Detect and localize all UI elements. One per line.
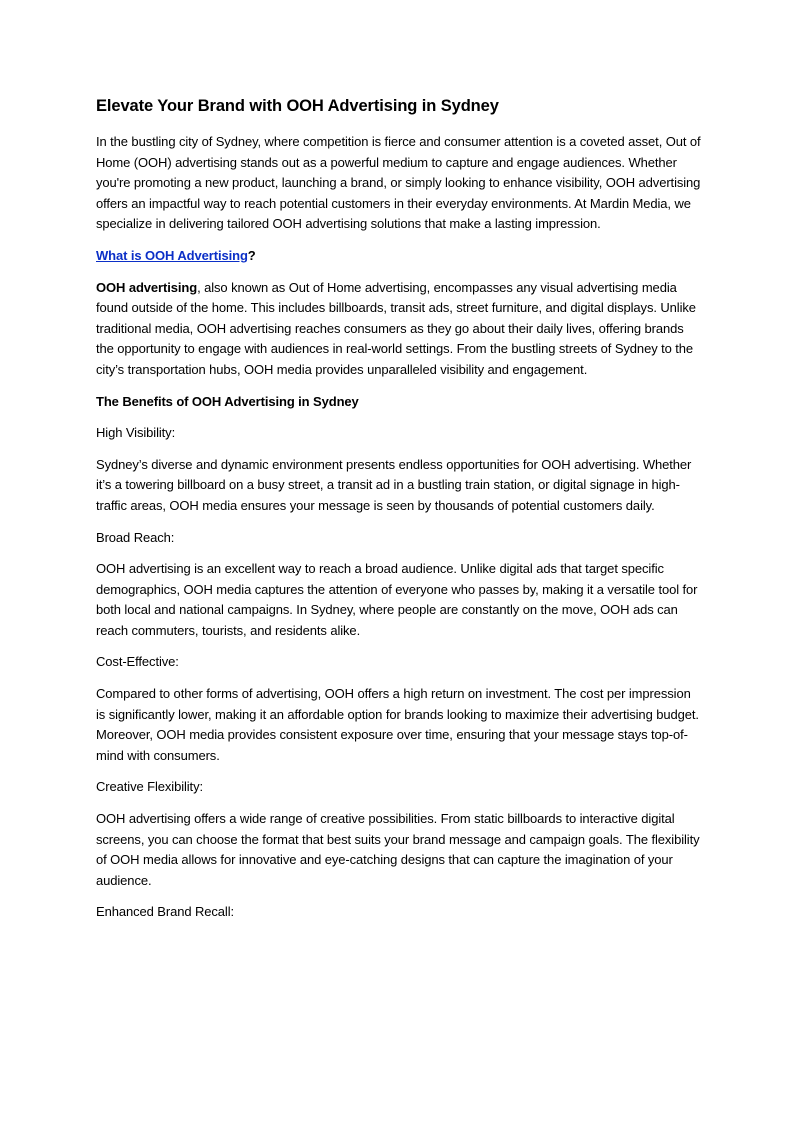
definition-lead: OOH advertising: [96, 279, 198, 295]
benefit-text: OOH advertising offers a wide range of creative possibilities. From static billboards to interactive digital screens, you can choose the format that best suits your brand message and campaign goals. The flexibility of OOH media allows for innovative and eye-catching designs that can capture the imagination of your audience.: [96, 811, 700, 888]
benefit-text: Compared to other forms of advertising, OOH offers a high return on investment. The cost per impression is significantly lower, making it an affordable option for brands looking to maximize their advertising budget. Moreover, OOH media provides consistent exposure over time, ensuring that your message stays top-of-mind with consumers.: [96, 686, 699, 763]
benefit-label: High Visibility:: [96, 425, 176, 441]
document-page: [96, 94, 702, 934]
page-title: Elevate Your Brand with OOH Advertising in Sydney: [96, 97, 499, 115]
what-is-heading: [96, 246, 702, 267]
what-is-ooh-link[interactable]: What is OOH Advertising: [96, 247, 248, 263]
benefits-heading: The Benefits of OOH Advertising in Sydney: [96, 393, 359, 409]
benefit-label: Creative Flexibility:: [96, 779, 203, 795]
benefit-text: Sydney’s diverse and dynamic environment presents endless opportunities for OOH advertising. Whether it’s a towering billboard on a busy street, a transit ad in a bustling train station, or digital signage in high-traffic areas, OOH media ensures your message is seen by thousands of potential customers daily.: [96, 456, 692, 513]
definition-text: , also known as Out of Home advertising, encompasses any visual advertising media found outside of the home. This includes billboards, transit ads, street furniture, and digital displays. Unlike traditional media, OOH advertising reaches consumers as they go about their daily lives, offering brands the opportunity to engage with audiences in real-world settings. From the bustling streets of Sydney to the city’s transportation hubs, OOH media provides unparalleled visibility and engagement.: [96, 279, 696, 377]
intro-paragraph: In the bustling city of Sydney, where competition is fierce and consumer attention is a coveted asset, Out of Home (OOH) advertising stands out as a powerful medium to capture and engage audiences. Whether you're promoting a new product, launching a brand, or simply looking to enhance visibility, OOH advertising offers an impactful way to reach potential customers in their everyday environments. At Mardin Media, we specialize in delivering tailored OOH advertising solutions that make a lasting impression.: [96, 134, 701, 232]
definition-paragraph: [96, 278, 702, 381]
benefit-label: Cost-Effective:: [96, 654, 179, 670]
benefit-label: Broad Reach:: [96, 529, 175, 545]
benefit-text: OOH advertising is an excellent way to reach a broad audience. Unlike digital ads that target specific demographics, OOH media captures the attention of everyone who passes by, making it a versatile tool for both local and national campaigns. In Sydney, where people are constantly on the move, OOH ads can reach commuters, tourists, and residents alike.: [96, 561, 698, 638]
benefit-label: Enhanced Brand Recall:: [96, 904, 235, 920]
what-is-suffix: ?: [247, 247, 256, 263]
